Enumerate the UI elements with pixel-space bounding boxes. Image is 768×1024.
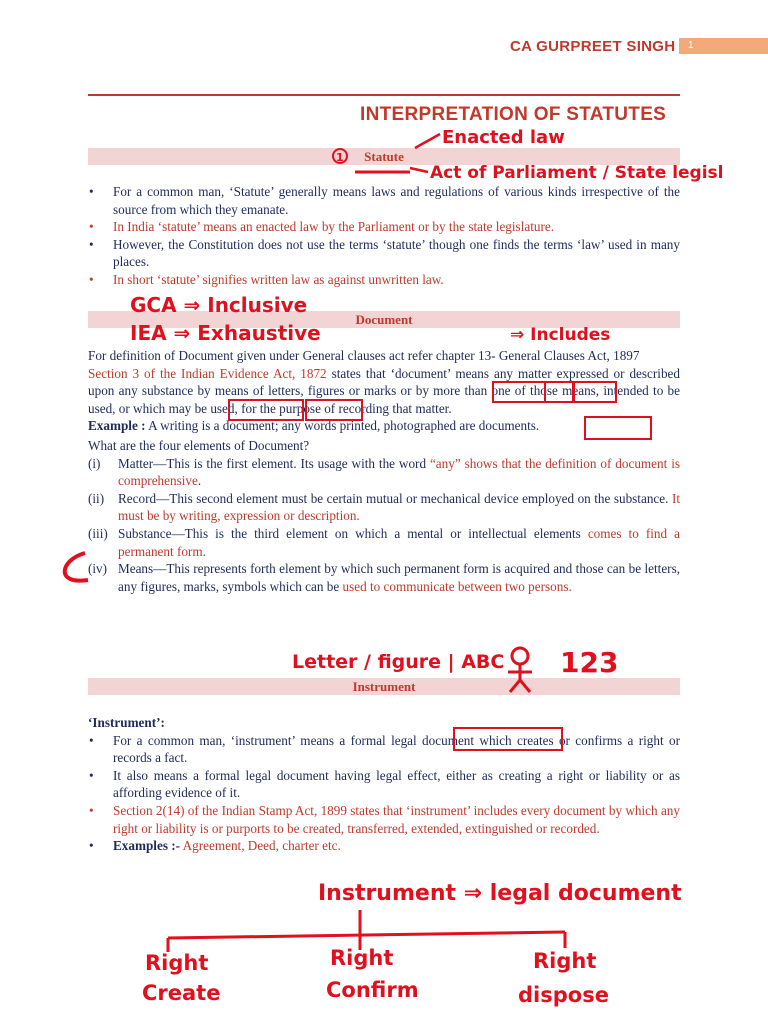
document-section: [88, 347, 680, 595]
element-text: Record—This second element must be certain mutual or mechanical device employed on the substance.: [118, 490, 672, 506]
document-para-1: For definition of Document given under General clauses act refer chapter 13- General Clauses Act, 1897: [88, 348, 640, 363]
instrument-label: ‘Instrument’:: [88, 715, 165, 730]
instrument-section: [88, 714, 680, 855]
tree-branch: [168, 932, 565, 938]
author-name: CA GURPREET SINGH: [510, 38, 676, 55]
document-definition: states that ‘document’ means any matter expressed or described upon any substance by means of letters, figures or marks or by more than one of those means, intended to be used, or which may be used, for the purpose of recording that matter.: [88, 365, 680, 416]
element-red: comes to find a permanent form.: [118, 525, 680, 559]
element-item: [88, 490, 680, 525]
annotation-right-dispose: dispose: [518, 983, 609, 1007]
element-item: [88, 455, 680, 490]
instrument-bullet: • It also means a formal legal document having legal effect, either as creating a right or liability or as affording evidence of it.: [88, 767, 680, 802]
element-num: (i): [88, 455, 101, 471]
annotation-gca: GCA ⇒ Inclusive: [130, 293, 308, 317]
section-heading-statute: Statute: [88, 148, 680, 165]
element-text: Matter—This is the first element. Its usage with the word: [118, 455, 430, 471]
element-num: (ii): [88, 490, 105, 506]
annotation-right-dispose: Right: [533, 949, 597, 973]
examples-label: Examples :-: [113, 838, 181, 854]
evidence-act-ref: Section 3 of the Indian Evidence Act, 1872: [88, 365, 327, 381]
annotation-iea: IEA ⇒ Exhaustive: [130, 321, 321, 345]
annotation-enacted-law: Enacted law: [442, 127, 565, 148]
element-item: [88, 525, 680, 560]
examples-text: Agreement, Deed, charter etc.: [180, 838, 341, 854]
element-red: “any” shows that the definition of document is comprehensive: [118, 455, 680, 489]
statute-bullet: • For a common man, ‘Statute’ generally means laws and regulations of various kinds irrespective of the source from which they emanate.: [88, 183, 680, 218]
annotation-right-create: Right: [145, 951, 209, 975]
annotation-right-confirm: Right: [330, 946, 394, 970]
statute-bullet: • In short ‘statute’ signifies written law as against unwritten law.: [88, 271, 680, 289]
instrument-bullet: • For a common man, ‘instrument’ means a formal legal document which creates or confirms a right or records a fact.: [88, 732, 680, 767]
page-number: 1: [688, 40, 694, 51]
page-title: INTERPRETATION OF STATUTES: [360, 104, 667, 125]
element-num: (iv): [88, 561, 108, 577]
annotation-circle-one: 1: [336, 151, 344, 164]
arrow-icon: [415, 134, 440, 148]
elements-question: What are the four elements of Document?: [88, 437, 310, 453]
annotation-act-parliament: Act of Parliament / State legisl: [430, 163, 724, 183]
document-para-2: [88, 365, 680, 418]
statute-bullet: • In India ‘statute’ means an enacted law by the Parliament or by the state legislature.: [88, 218, 680, 236]
section-heading-instrument: Instrument: [88, 678, 680, 695]
annotation-includes: ⇒ Includes: [510, 325, 611, 345]
annotation-instrument-eq: Instrument ⇒ legal document: [318, 881, 682, 906]
element-text: Means—This represents forth element by which such permanent form is acquired and those can be letters, any figures, marks, symbols which can be: [118, 561, 680, 594]
header-rule: [88, 94, 680, 96]
element-text: Substance—This is the third element on which a mental or intellectual elements: [118, 525, 588, 541]
tree-branch: [168, 910, 565, 952]
element-tail: .: [197, 473, 202, 489]
arrow-icon: [410, 168, 428, 172]
section-heading-document: Document: [88, 311, 680, 328]
element-red: used to communicate between two persons.: [342, 578, 572, 594]
example-label: Example :: [88, 418, 146, 434]
statute-section: [88, 183, 680, 289]
instrument-examples: [88, 837, 680, 855]
annotation-letters: Letter / figure | ABC: [292, 651, 505, 673]
instrument-bullet: • Section 2(14) of the Indian Stamp Act, 1899 states that ‘instrument’ includes every document by which any right or liability is or purports to be created, transferred, extended, extinguished or recorded.: [88, 802, 680, 837]
element-num: (iii): [88, 525, 108, 541]
document-example: [88, 417, 680, 435]
annotation-right-confirm: Confirm: [326, 978, 419, 1002]
element-red: It must be by writing, expression or description.: [118, 490, 680, 524]
example-text: A writing is a document; any words printed, photographed are documents.: [145, 418, 540, 434]
bracket-mark: [65, 553, 88, 581]
statute-bullet: • However, the Constitution does not use the terms ‘statute’ though one finds the terms ‘law’ used in many places.: [88, 236, 680, 271]
element-item: [88, 560, 680, 595]
annotation-123: 123: [560, 646, 619, 679]
annotation-right-create: Create: [142, 981, 221, 1005]
stick-figure-icon: [512, 648, 528, 664]
